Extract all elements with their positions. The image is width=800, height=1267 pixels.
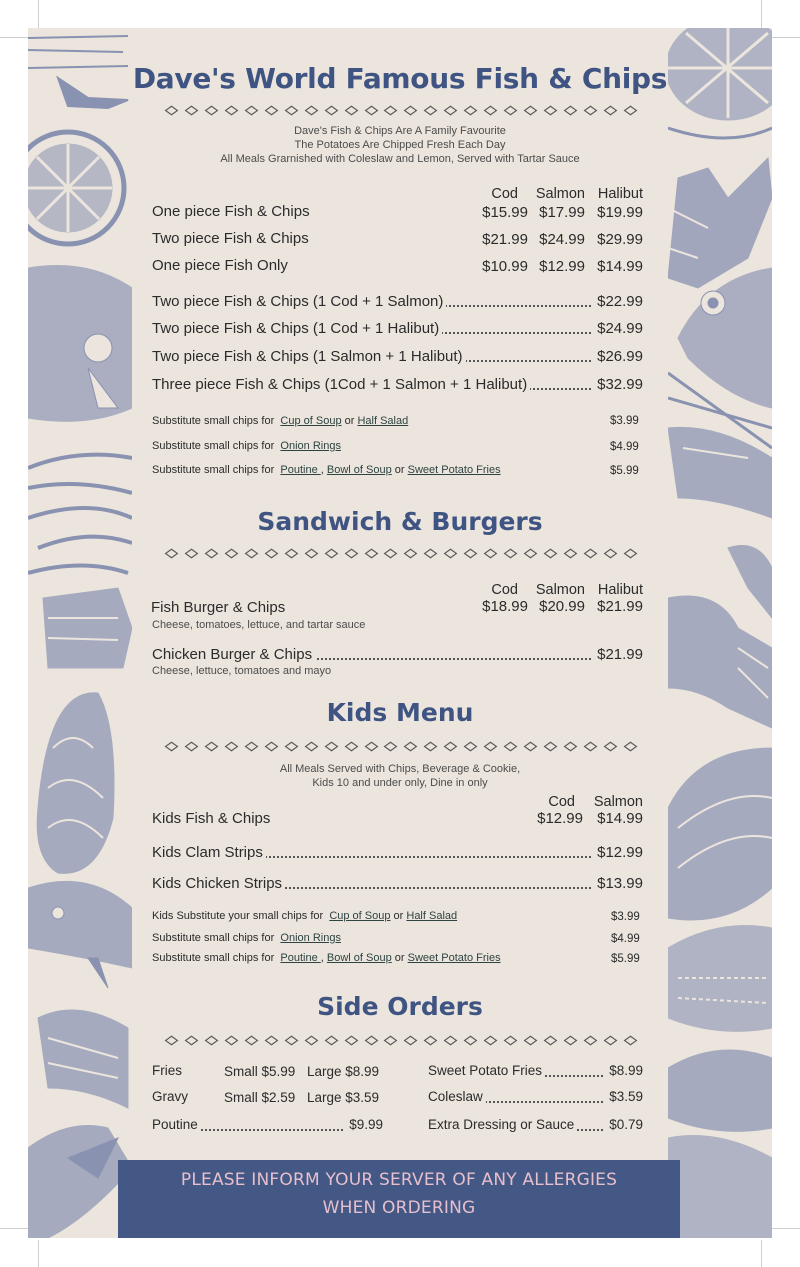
fish-fin-icon xyxy=(43,588,132,668)
side-item-name: Gravy xyxy=(152,1089,189,1104)
lobster-claw-icon xyxy=(668,158,772,288)
option-poutine: Poutine xyxy=(280,464,321,476)
substitute-price: $4.99 xyxy=(610,441,639,453)
menu-item-name: Kids Clam Strips xyxy=(152,844,266,861)
option-bowl-of-soup: Bowl of Soup xyxy=(326,464,392,476)
side-item-price: $8.99 xyxy=(605,1063,643,1078)
allergy-notice-line1: PLEASE INFORM YOUR SERVER OF ANY ALLERGIES xyxy=(180,1170,618,1190)
side-large-price: Large $8.99 xyxy=(307,1064,380,1079)
tagline: Dave's Fish & Chips Are A Family Favourite xyxy=(294,125,506,137)
menu-item-price: $12.99 xyxy=(593,844,643,861)
price-salmon: $12.99 xyxy=(539,258,585,275)
tagline: All Meals Grarnished with Coleslaw and Lemon, Served with Tartar Sauce xyxy=(220,153,580,165)
column-header-cod: Cod xyxy=(491,582,518,598)
substitute-price: $4.99 xyxy=(611,933,640,945)
combo-price: $24.99 xyxy=(593,320,643,337)
substitute-price: $5.99 xyxy=(610,465,639,477)
side-item-price: $3.59 xyxy=(605,1089,643,1104)
substitute-line: Substitute small chips for Poutine , Bowl of Soup or Sweet Potato Fries xyxy=(152,464,501,476)
menu-item-name: One piece Fish & Chips xyxy=(152,203,310,220)
kids-note: All Meals Served with Chips, Beverage & Cookie, xyxy=(279,763,521,775)
column-header-halibut: Halibut xyxy=(597,582,643,598)
diamond-divider xyxy=(167,741,635,751)
substitute-line: Substitute small chips for Poutine , Bowl of Soup or Sweet Potato Fries xyxy=(152,952,501,964)
section-title-sides: Side Orders xyxy=(317,992,483,1021)
side-small-price: Small $5.99 xyxy=(224,1064,296,1079)
seafood-illustration-left xyxy=(28,28,132,1238)
price-salmon: $17.99 xyxy=(539,204,585,221)
column-header-halibut: Halibut xyxy=(597,186,643,202)
crab-claw-icon xyxy=(28,1126,132,1239)
menu-row xyxy=(152,875,643,893)
menu-item-name: One piece Fish Only xyxy=(152,257,288,274)
price-salmon: $20.99 xyxy=(539,598,585,615)
substitute-line: Substitute small chips for Onion Rings xyxy=(152,932,341,944)
fish-head-icon xyxy=(28,266,132,422)
option-onion-rings: Onion Rings xyxy=(280,932,341,944)
crop-mark xyxy=(38,1240,39,1267)
price-cod: $12.99 xyxy=(537,810,583,827)
combo-price: $32.99 xyxy=(593,376,643,393)
menu-item-name: Two piece Fish & Chips xyxy=(152,230,309,247)
side-row xyxy=(428,1063,643,1081)
combo-price: $22.99 xyxy=(593,293,643,310)
crop-mark xyxy=(761,1240,762,1267)
side-item-name: Fries xyxy=(152,1063,182,1078)
option-sweet-potato-fries: Sweet Potato Fries xyxy=(407,952,501,964)
option-half-salad: Half Salad xyxy=(357,415,409,427)
option-half-salad: Half Salad xyxy=(406,910,458,922)
option-poutine: Poutine xyxy=(280,952,321,964)
side-item-name: Poutine xyxy=(152,1117,201,1132)
seafood-illustration-right xyxy=(668,28,772,1238)
price-halibut: $14.99 xyxy=(597,258,643,275)
combo-row xyxy=(152,376,643,394)
section-title-kids: Kids Menu xyxy=(326,698,474,727)
diamond-divider xyxy=(167,105,635,115)
price-cod: $18.99 xyxy=(482,598,528,615)
price-halibut: $21.99 xyxy=(597,598,643,615)
menu-item-name: Kids Fish & Chips xyxy=(152,810,271,827)
menu-item-name: Kids Chicken Strips xyxy=(152,875,285,892)
price-salmon: $24.99 xyxy=(539,231,585,248)
price-cod: $10.99 xyxy=(482,258,528,275)
side-item-price: $0.79 xyxy=(605,1117,643,1132)
menu-item-price: $13.99 xyxy=(593,875,643,892)
menu-row xyxy=(152,844,643,862)
item-description: Cheese, lettuce, tomatoes and mayo xyxy=(152,665,332,677)
option-onion-rings: Onion Rings xyxy=(280,440,341,452)
column-header-salmon: Salmon xyxy=(535,582,585,598)
item-description: Cheese, tomatoes, lettuce, and tartar sauce xyxy=(152,619,366,631)
price-cod: $21.99 xyxy=(482,231,528,248)
substitute-price: $3.99 xyxy=(611,911,640,923)
section-title-sandwiches: Sandwich & Burgers xyxy=(257,507,543,536)
combo-name: Two piece Fish & Chips (1 Salmon + 1 Halibut) xyxy=(152,348,466,365)
substitute-line: Kids Substitute your small chips for Cup of Soup or Half Salad xyxy=(152,910,458,922)
side-row xyxy=(428,1089,643,1107)
allergy-banner xyxy=(118,1160,680,1238)
option-sweet-potato-fries: Sweet Potato Fries xyxy=(407,464,501,476)
price-halibut: $29.99 xyxy=(597,231,643,248)
kids-note: Kids 10 and under only, Dine in only xyxy=(312,777,488,789)
column-header-salmon: Salmon xyxy=(535,186,585,202)
column-header-salmon: Salmon xyxy=(593,794,643,810)
substitute-price: $3.99 xyxy=(610,415,639,427)
option-cup-of-soup: Cup of Soup xyxy=(280,415,342,427)
prawn-icon xyxy=(668,427,772,518)
side-small-price: Small $2.59 xyxy=(224,1090,296,1105)
option-cup-of-soup: Cup of Soup xyxy=(329,910,391,922)
side-item-name: Extra Dressing or Sauce xyxy=(428,1117,577,1132)
side-item-name: Sweet Potato Fries xyxy=(428,1063,545,1078)
combo-price: $26.99 xyxy=(593,348,643,365)
side-row xyxy=(428,1117,643,1135)
allergy-notice-line2: WHEN ORDERING xyxy=(322,1198,476,1218)
combo-row xyxy=(152,348,643,366)
side-large-price: Large $3.59 xyxy=(307,1090,380,1105)
combo-name: Two piece Fish & Chips (1 Cod + 1 Salmon) xyxy=(152,293,446,310)
menu-item-name: Fish Burger & Chips xyxy=(151,599,286,616)
menu-title: Dave's World Famous Fish & Chips xyxy=(132,62,668,95)
column-header-cod: Cod xyxy=(491,186,518,202)
combo-name: Three piece Fish & Chips (1Cod + 1 Salmon + 1 Halibut) xyxy=(152,376,530,393)
menu-item-price: $21.99 xyxy=(593,646,643,663)
trout-icon xyxy=(28,881,132,988)
substitute-line: Substitute small chips for Cup of Soup or Half Salad xyxy=(152,415,409,427)
menu-row xyxy=(152,646,643,664)
price-salmon: $14.99 xyxy=(597,810,643,827)
substitute-price: $5.99 xyxy=(611,953,640,965)
price-halibut: $19.99 xyxy=(597,204,643,221)
column-header-cod: Cod xyxy=(548,794,575,810)
substitute-line: Substitute small chips for Onion Rings xyxy=(152,440,341,452)
menu-page xyxy=(28,28,772,1238)
menu-item-name: Chicken Burger & Chips xyxy=(152,646,315,663)
crop-mark xyxy=(768,1228,800,1229)
combo-row xyxy=(152,320,643,338)
diamond-divider xyxy=(167,548,635,558)
price-cod: $15.99 xyxy=(482,204,528,221)
combo-row xyxy=(152,293,643,311)
side-row xyxy=(152,1117,383,1135)
clam-icon xyxy=(668,1050,772,1238)
fish-head-icon xyxy=(678,268,772,408)
diamond-divider xyxy=(167,1035,635,1045)
side-item-name: Coleslaw xyxy=(428,1089,486,1104)
tagline: The Potatoes Are Chipped Fresh Each Day xyxy=(294,139,506,151)
option-bowl-of-soup: Bowl of Soup xyxy=(326,952,392,964)
shrimp-icon xyxy=(38,1010,128,1108)
combo-name: Two piece Fish & Chips (1 Cod + 1 Halibut) xyxy=(152,320,442,337)
side-item-price: $9.99 xyxy=(345,1117,383,1132)
